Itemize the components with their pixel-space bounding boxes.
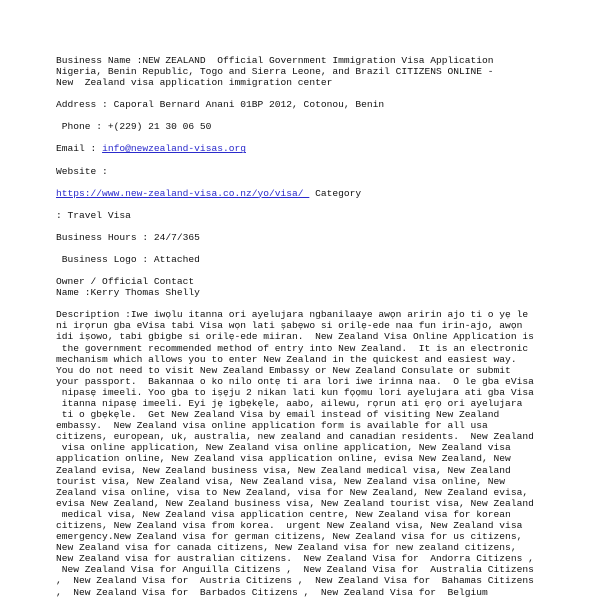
description-line: New Zealand visa for australian citizens. New Zealand Visa for Andorra Citizens , xyxy=(56,553,534,565)
address-line: Address : Caporal Bernard Anani 01BP 2012, Cotonou, Benin xyxy=(56,99,385,111)
description-line: emergency.New Zealand visa for german citizens, New Zealand visa for us citizens, xyxy=(56,531,523,543)
description-line: medical visa, New Zealand visa application centre, New Zealand visa for korean xyxy=(56,508,511,520)
owner-name-line: Name :Kerry Thomas Shelly xyxy=(56,287,200,299)
description-line: tourist visa, New Zealand visa, New Zealand visa, New Zealand visa online, New xyxy=(56,475,506,487)
description-line: itanna nipasẹ imeeli. Eyi jẹ igbẹkẹle, aabo, ailewu, rọrun ati ẹrọ ori ayelujara xyxy=(56,397,523,409)
business-name-line: Nigeria, Benin Republic, Togo and Sierra Leone, and Brazil CITIZENS ONLINE - xyxy=(56,66,494,78)
email-link[interactable]: info@newzealand-visas.org xyxy=(102,143,246,155)
website-line xyxy=(56,188,596,199)
description-line: , New Zealand Visa for Austria Citizens , New Zealand Visa for Bahamas Citizens xyxy=(56,575,534,587)
description-line: ni irọrun gba eVisa tabi Visa wọn lati ṣabẹwo si orilẹ-ede naa fun irin-ajo, awọn xyxy=(56,320,523,332)
description-line: ti o gbẹkẹle. Get New Zealand Visa by email instead of visiting New Zealand xyxy=(56,409,500,421)
description-line: your passport. Bakannaa o ko nilo ontẹ ti ara lori iwe irinna naa. O le gba eVisa xyxy=(56,375,534,387)
business-hours-line: Business Hours : 24/7/365 xyxy=(56,231,200,243)
description-line: Zealand evisa, New Zealand business visa, New Zealand medical visa, New Zealand xyxy=(56,464,511,476)
category-value: : Travel Visa xyxy=(56,209,131,221)
email-line xyxy=(56,143,596,154)
description-line: application online, New Zealand visa application online, evisa New Zealand, New xyxy=(56,453,511,465)
description-line: New Zealand Visa for Anguilla Citizens , New Zealand Visa for Australia Citizens xyxy=(56,564,534,576)
description-line: mechanism which allows you to enter New Zealand in the quickest and easiest way. xyxy=(56,353,517,365)
description-line: evisa New Zealand, New Zealand business visa, New Zealand tourist visa, New Zealand xyxy=(56,497,534,509)
description-line: New Zealand visa for canada citizens, New Zealand visa for new zealand citizens, xyxy=(56,542,517,554)
description-line: citizens, New Zealand visa from korea. urgent New Zealand visa, New Zealand visa xyxy=(56,520,523,531)
description-line: You do not need to visit New Zealand Embassy or New Zealand Consulate or submit xyxy=(56,364,511,376)
category-label: Category xyxy=(309,187,362,199)
description-line: the government recommended method of entry into New Zealand. It is an electronic xyxy=(56,342,529,354)
description-line: visa online application, New Zealand visa online application, New Zealand visa xyxy=(56,442,511,454)
description-line: , New Zealand Visa for Barbados Citizens , New Zealand Visa for Belgium xyxy=(56,586,488,598)
description-line: nipasẹ imeeli. Yoo gba to iṣẹju 2 nikan lati kun fọọmu lori ayelujara ati gba Visa xyxy=(56,386,534,398)
business-name-block xyxy=(56,55,596,88)
description-line: Description :Iwe iwọlu itanna ori ayelujara ngbanilaaye awọn aririn ajo ti o yẹ le xyxy=(56,309,529,321)
business-name-line: New Zealand visa application immigration center xyxy=(56,77,333,89)
description-line: Zealand visa online, visa to New Zealand, visa for New Zealand, New Zealand evisa, xyxy=(56,486,529,498)
description-line: idi iṣowo, tabi gbigbe si orilẹ-ede miiran. New Zealand Visa Online Application is xyxy=(56,331,534,343)
business-logo-line: Business Logo : Attached xyxy=(56,253,200,265)
description-line: embassy. New Zealand visa online application form is available for all usa xyxy=(56,420,488,432)
document-page xyxy=(56,55,596,598)
website-label: Website : xyxy=(56,165,108,177)
website-link[interactable]: https://www.new-zealand-visa.co.nz/yo/visa/ xyxy=(56,187,310,199)
owner-contact-heading: Owner / Official Contact xyxy=(56,276,195,288)
description-block xyxy=(56,309,596,597)
business-name-line: Business Name :NEW ZEALAND Official Government Immigration Visa Application xyxy=(56,55,494,66)
email-label: Email : xyxy=(56,143,103,155)
phone-line: Phone : +(229) 21 30 06 50 xyxy=(56,121,212,133)
description-line: citizens, european, uk, australia, new zealand and canadian residents. New Zealand xyxy=(56,431,534,443)
